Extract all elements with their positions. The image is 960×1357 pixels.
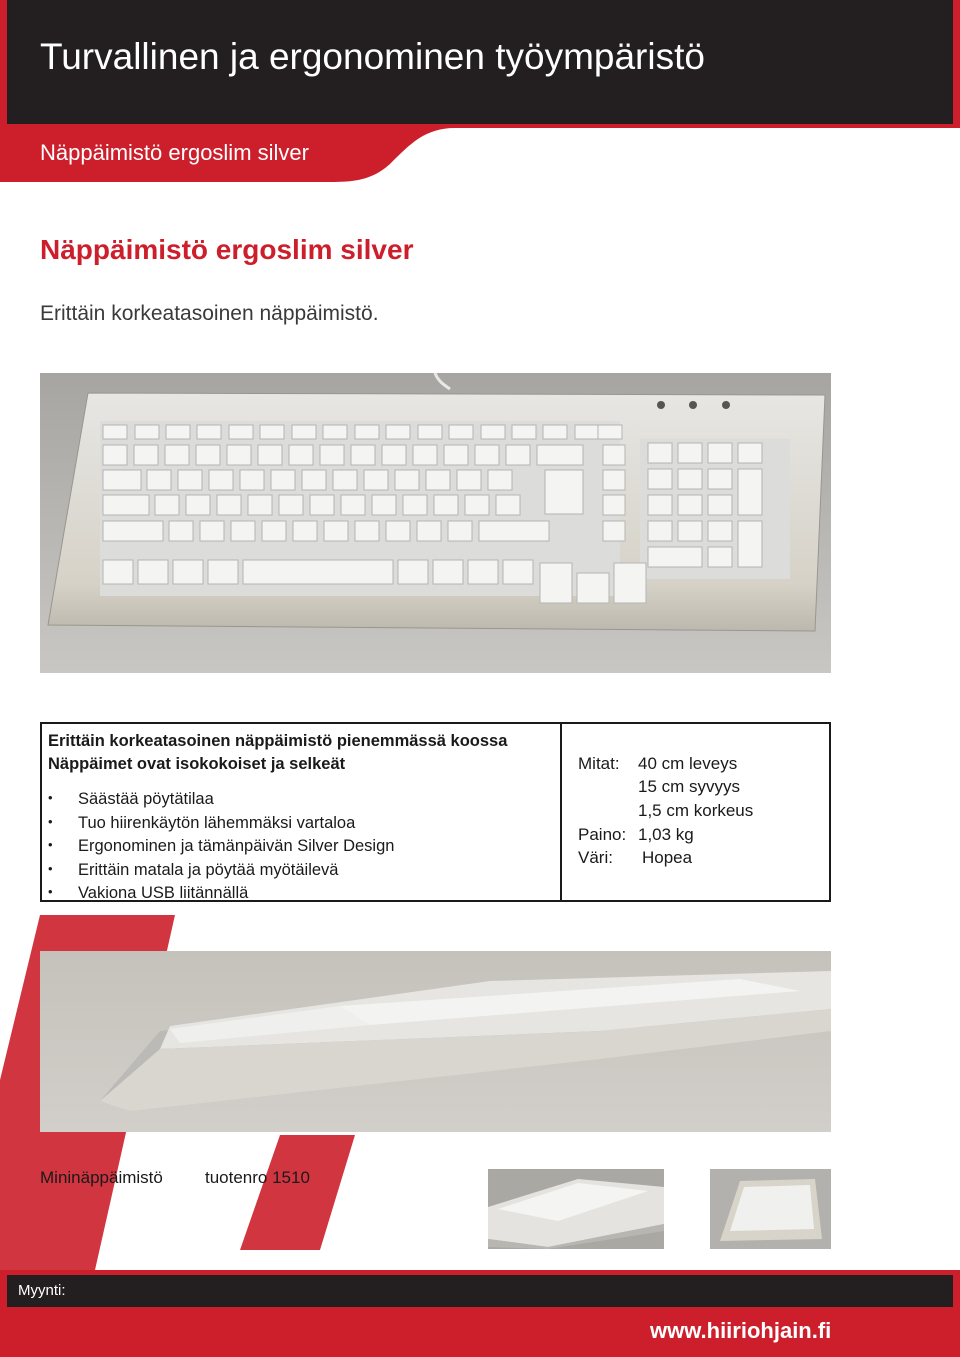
product-heading: Näppäimistö ergoslim silver — [40, 234, 414, 265]
width-value: 40 cm leveys — [638, 754, 738, 773]
feature-headline-1: Erittäin korkeatasoinen näppäimistö pienemmässä koossa — [48, 732, 508, 750]
seller-label: Myynti: — [18, 1282, 66, 1299]
page-subtitle: Näppäimistö ergoslim silver — [40, 140, 309, 165]
website-link[interactable]: www.hiiriohjain.fi — [650, 1318, 832, 1343]
mini-product-number: tuotenro 1510 — [205, 1168, 310, 1187]
height-value: 1,5 cm korkeus — [638, 801, 754, 820]
list-item: • Säästää pöytätilaa — [48, 790, 394, 814]
feature-list — [48, 790, 394, 908]
keyboard-side-photo — [40, 951, 831, 1132]
product-info-box — [40, 722, 831, 902]
list-item: • Ergonominen ja tämänpäivän Silver Design — [48, 837, 394, 861]
weight-value: 1,03 kg — [638, 825, 694, 844]
weight-label: Paino: — [578, 825, 627, 844]
mini-keyboard-photo-2 — [710, 1169, 831, 1249]
color-label: Väri: — [578, 848, 613, 867]
list-item: • Erittäin matala ja pöytää myötäilevä — [48, 861, 394, 885]
info-divider — [560, 724, 562, 900]
feature-headline-2: Näppäimet ovat isokokoiset ja selkeät — [48, 755, 346, 773]
page-title: Turvallinen ja ergonominen työympäristö — [40, 36, 705, 77]
mini-keyboard-label: Mininäppäimistö — [40, 1168, 163, 1187]
product-tagline: Erittäin korkeatasoinen näppäimistö. — [40, 302, 379, 325]
dimensions-label: Mitat: — [578, 754, 620, 773]
keyboard-top-photo — [40, 373, 831, 673]
mini-keyboard-photo-1 — [488, 1169, 664, 1249]
color-value: Hopea — [642, 848, 693, 867]
footer-dark-panel — [7, 1275, 953, 1307]
list-item: • Vakiona USB liitännällä — [48, 884, 394, 908]
list-item: • Tuo hiirenkäytön lähemmäksi vartaloa — [48, 814, 394, 838]
depth-value: 15 cm syvyys — [638, 777, 741, 796]
